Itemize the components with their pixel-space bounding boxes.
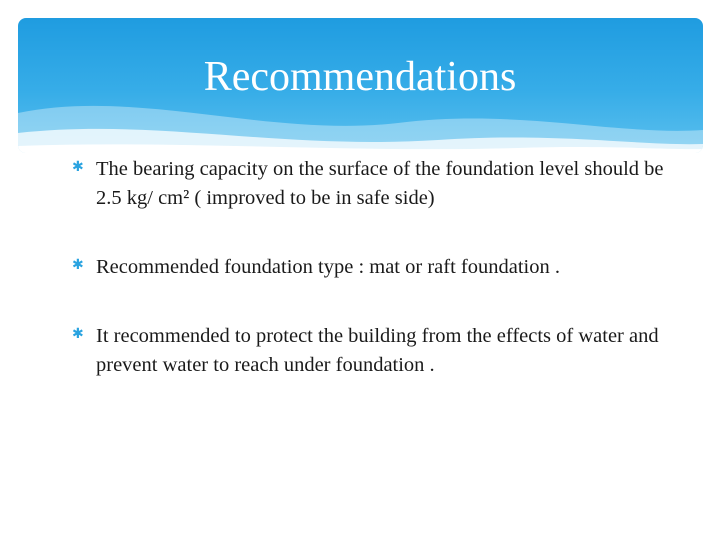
bullet-text: The bearing capacity on the surface of the foundation level should be 2.5 kg/ cm² ( improved to be in safe side) xyxy=(96,158,664,209)
bullet-text: It recommended to protect the building from the effects of water and prevent water to reach under foundation . xyxy=(96,325,659,376)
bullet-list xyxy=(72,155,682,380)
slide-title: Recommendations xyxy=(203,54,517,100)
asterisk-bullet-icon: ✱ xyxy=(72,326,84,342)
bullet-item-water-protection xyxy=(72,322,682,380)
bullet-text: Recommended foundation type : mat or raft foundation . xyxy=(96,256,560,278)
bullet-item-bearing-capacity xyxy=(72,155,682,213)
asterisk-bullet-icon: ✱ xyxy=(72,257,84,273)
bullet-item-foundation-type xyxy=(72,253,682,282)
asterisk-bullet-icon: ✱ xyxy=(72,159,84,175)
